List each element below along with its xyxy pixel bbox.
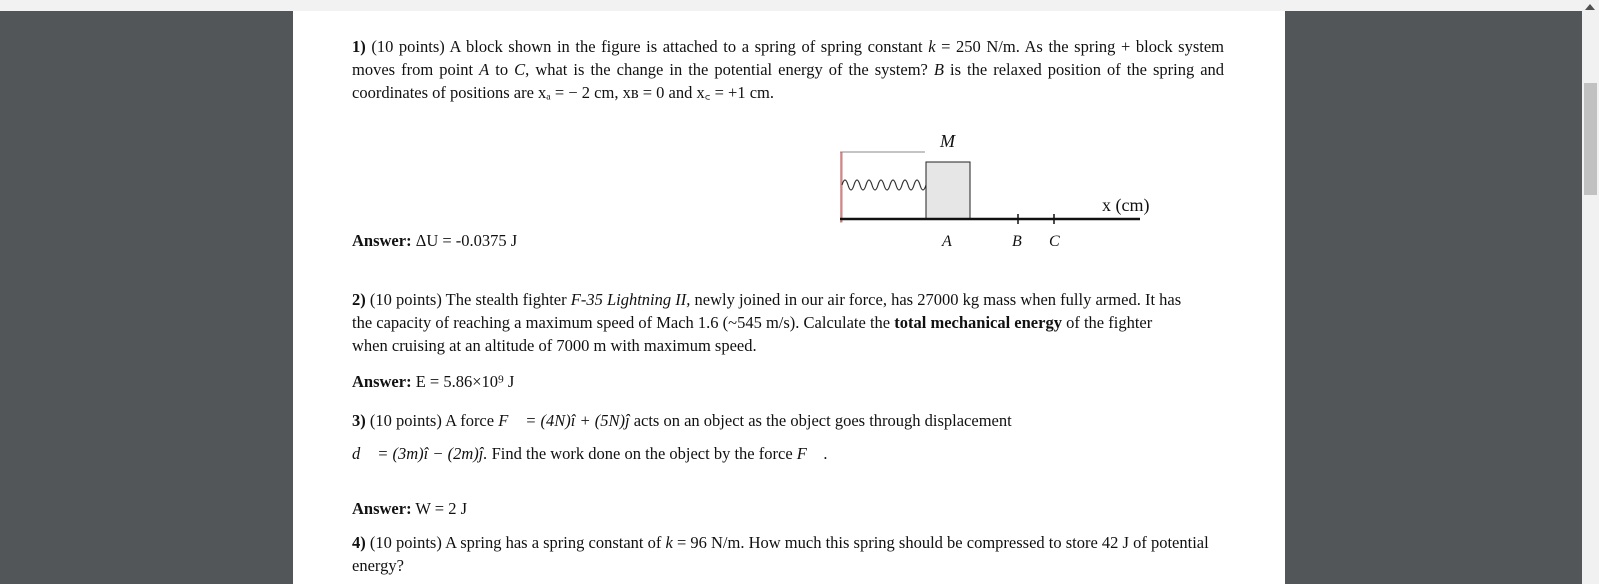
problem-4-text-a: A spring has a spring constant of (445, 533, 662, 552)
problem-2-points: (10 points) (369, 290, 442, 309)
spring-block-figure (840, 125, 1185, 265)
problem-1-k-var: k (928, 37, 936, 56)
problem-1-points: (10 points) (371, 37, 445, 56)
problem-4-text-b: = 96 N/m. How much this spring should be compressed to store 42 J of potential energy? (352, 533, 1209, 575)
problem-1-answer (352, 229, 517, 252)
problem-2-text-a: The stealth fighter (445, 290, 567, 309)
problem-2-text-b: newly joined in our air force, has 27000 kg mass when fully armed. It has the capacity of reaching a maximum speed of Mach 1.6 (~545 m/s). Calculate the (352, 290, 1182, 332)
block-m (926, 162, 970, 219)
problem-4-text (352, 531, 1224, 577)
answer-label: Answer: (352, 499, 412, 518)
problem-1-text (352, 35, 1224, 104)
problem-3-text-b: acts on an object as the object goes through displacement (633, 411, 1012, 430)
browser-top-edge (0, 0, 1582, 11)
scrollbar-thumb[interactable] (1584, 83, 1597, 195)
problem-3-displacement-expression: d⃗ = (3m)î − (2m)ĵ. (352, 444, 488, 463)
vertical-scrollbar[interactable] (1582, 0, 1599, 584)
problem-3-text-line2 (352, 442, 828, 465)
problem-4-k-var: k (665, 533, 673, 552)
wall (840, 152, 842, 222)
problem-3-text-a: A force (445, 411, 495, 430)
problem-3-points: (10 points) (369, 411, 442, 430)
problem-2-bold-term: total mechanical energy (894, 313, 1062, 332)
problem-1-text-e: is the relaxed position of the spring and coordinates of positions are (352, 60, 1225, 102)
problem-1-answer-value: ΔU = -0.0375 J (415, 231, 518, 250)
tick-label-b: B (1012, 233, 1022, 250)
problem-1-text-a: A block shown in the figure is attached to a spring of spring constant (449, 37, 923, 56)
answer-label: Answer: (352, 372, 412, 391)
answer-label: Answer: (352, 231, 412, 250)
problem-3-force-symbol: F⃗ . (796, 444, 828, 463)
problem-1-text-b: = 250 N/m. As the spring + block system moves from point (352, 37, 1225, 79)
mass-label: M (940, 131, 955, 151)
problem-3-force-expression: F⃗ = (4N)î + (5N)ĵ (498, 411, 630, 430)
problem-2-text-c: of the fighter when cruising at an altitude of 7000 m with maximum speed. (352, 313, 1153, 355)
problem-1-point-c: C (514, 60, 526, 79)
problem-2-answer-value: E = 5.86×10⁹ J (415, 372, 515, 391)
scroll-up-arrow-icon[interactable] (1585, 4, 1595, 10)
problem-4-points: (10 points) (369, 533, 442, 552)
problem-2-text (352, 288, 1192, 357)
axis-label: x (cm) (1102, 195, 1150, 215)
spring (842, 180, 926, 190)
problem-3-text (352, 409, 1224, 432)
problem-3-answer-value: W = 2 J (415, 499, 468, 518)
problem-4-number: 4) (352, 533, 366, 552)
tick-label-a: A (942, 233, 952, 250)
problem-1-text-d: , what is the change in the potential energy of the system? (525, 60, 928, 79)
problem-2-plane-name: F-35 Lightning II, (570, 290, 691, 309)
problem-3-answer (352, 497, 467, 520)
problem-1-text-c: to (495, 60, 509, 79)
problem-1-coords: xₐ = − 2 cm, xʙ = 0 and x꜀ = +1 cm. (538, 83, 774, 102)
problem-1-point-a: A (479, 60, 490, 79)
problem-3-number: 3) (352, 411, 366, 430)
problem-1-number: 1) (352, 37, 366, 56)
tick-label-c: C (1049, 233, 1060, 250)
problem-2-number: 2) (352, 290, 366, 309)
problem-3-text-c: Find the work done on the object by the force (491, 444, 793, 463)
problem-1-point-b: B (933, 60, 944, 79)
problem-2-answer (352, 370, 514, 393)
